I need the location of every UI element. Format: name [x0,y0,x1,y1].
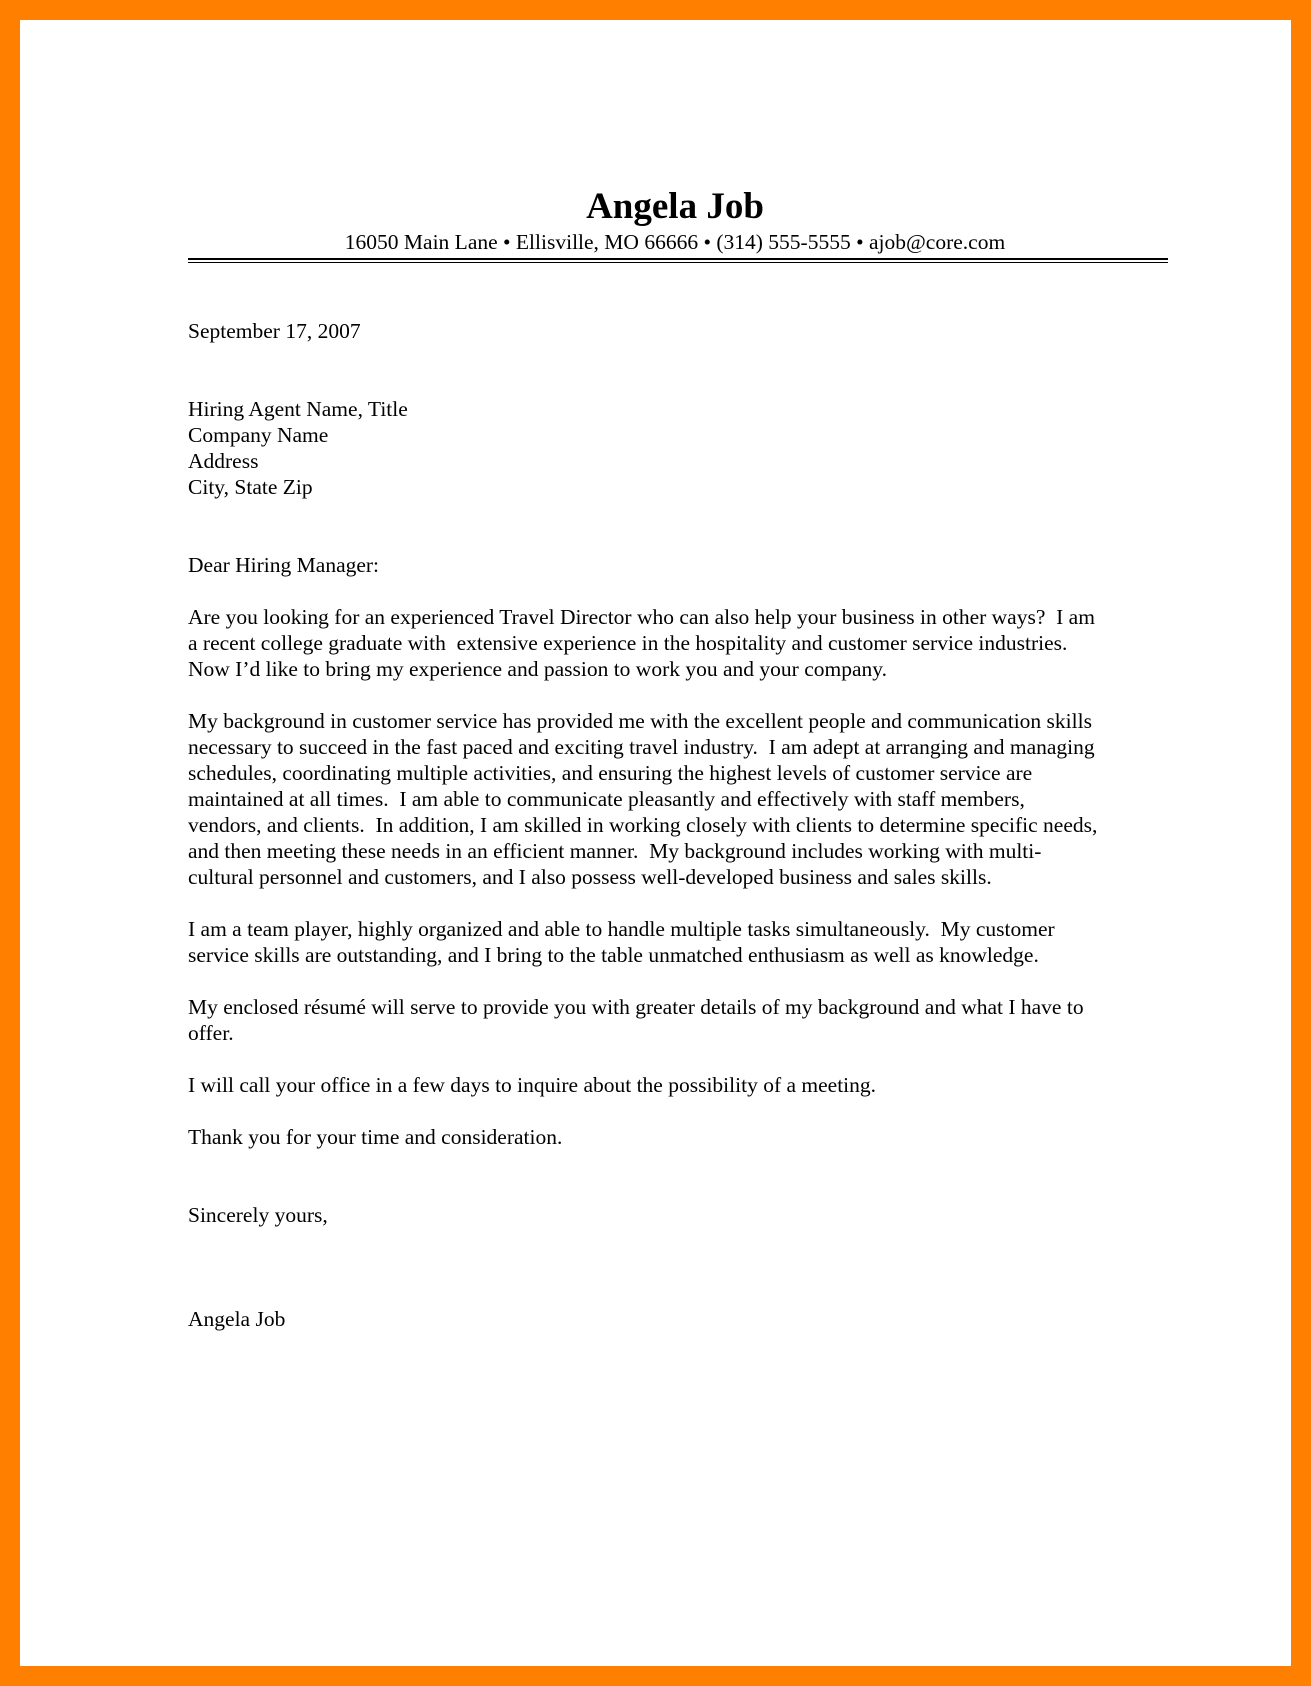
body-paragraph-5 [188,1072,1168,1098]
recipient-city-state-zip: City, State Zip [188,475,313,499]
paragraph-line: Thank you for your time and consideration. [188,1125,563,1149]
paragraph-line: cultural personnel and customers, and I also possess well-developed business and sales skills. [188,865,992,889]
recipient-company: Company Name [188,423,329,447]
sender-name: Angela Job [586,186,764,227]
recipient-name-title: Hiring Agent Name, Title [188,397,408,421]
paragraph-line: necessary to succeed in the fast paced and exciting travel industry. I am adept at arranging and managing [188,735,1095,759]
paragraph-line: and then meeting these needs in an efficient manner. My background includes working with multi- [188,839,1042,863]
letterhead-rule-thin [188,262,1168,263]
paragraph-line: Now I’d like to bring my experience and passion to work you and your company. [188,657,887,681]
paragraph-line: I am a team player, highly organized and able to handle multiple tasks simultaneously. My customer [188,917,1055,941]
cover-letter [188,185,1168,1332]
paragraph-line: vendors, and clients. In addition, I am skilled in working closely with clients to determine specific needs, [188,813,1098,837]
paragraph-line: My enclosed résumé will serve to provide you with greater details of my background and what I have to [188,995,1084,1019]
paragraph-line: offer. [188,1021,234,1045]
body-paragraph-1 [188,604,1168,682]
paragraph-line: schedules, coordinating multiple activities, and ensuring the highest levels of customer service are [188,761,1033,785]
salutation: Dear Hiring Manager: [188,553,380,577]
paragraph-line: My background in customer service has provided me with the excellent people and communication skills [188,709,1092,733]
body-paragraph-4 [188,994,1168,1046]
paragraph-line: I will call your office in a few days to inquire about the possibility of a meeting. [188,1073,877,1097]
signature-name: Angela Job [188,1307,286,1331]
body-paragraph-3 [188,916,1168,968]
sender-contact-line: 16050 Main Lane • Ellisville, MO 66666 • (314) 555-5555 • ajob@core.com [344,230,1006,254]
paragraph-line: a recent college graduate with extensive experience in the hospitality and customer service industries. [188,631,1068,655]
paragraph-line: maintained at all times. I am able to communicate pleasantly and effectively with staff members, [188,787,1025,811]
recipient-address [188,396,1168,500]
recipient-street-address: Address [188,449,259,473]
letterhead [185,185,1165,255]
body-paragraph-6 [188,1124,1168,1150]
closing: Sincerely yours, [188,1203,328,1227]
paragraph-line: service skills are outstanding, and I bring to the table unmatched enthusiasm as well as knowledge. [188,943,1039,967]
body-paragraph-2 [188,708,1168,890]
paragraph-line: Are you looking for an experienced Travel Director who can also help your business in other ways? I am [188,605,1095,629]
letterhead-rule-thick [188,258,1168,260]
letter-date: September 17, 2007 [188,319,361,343]
